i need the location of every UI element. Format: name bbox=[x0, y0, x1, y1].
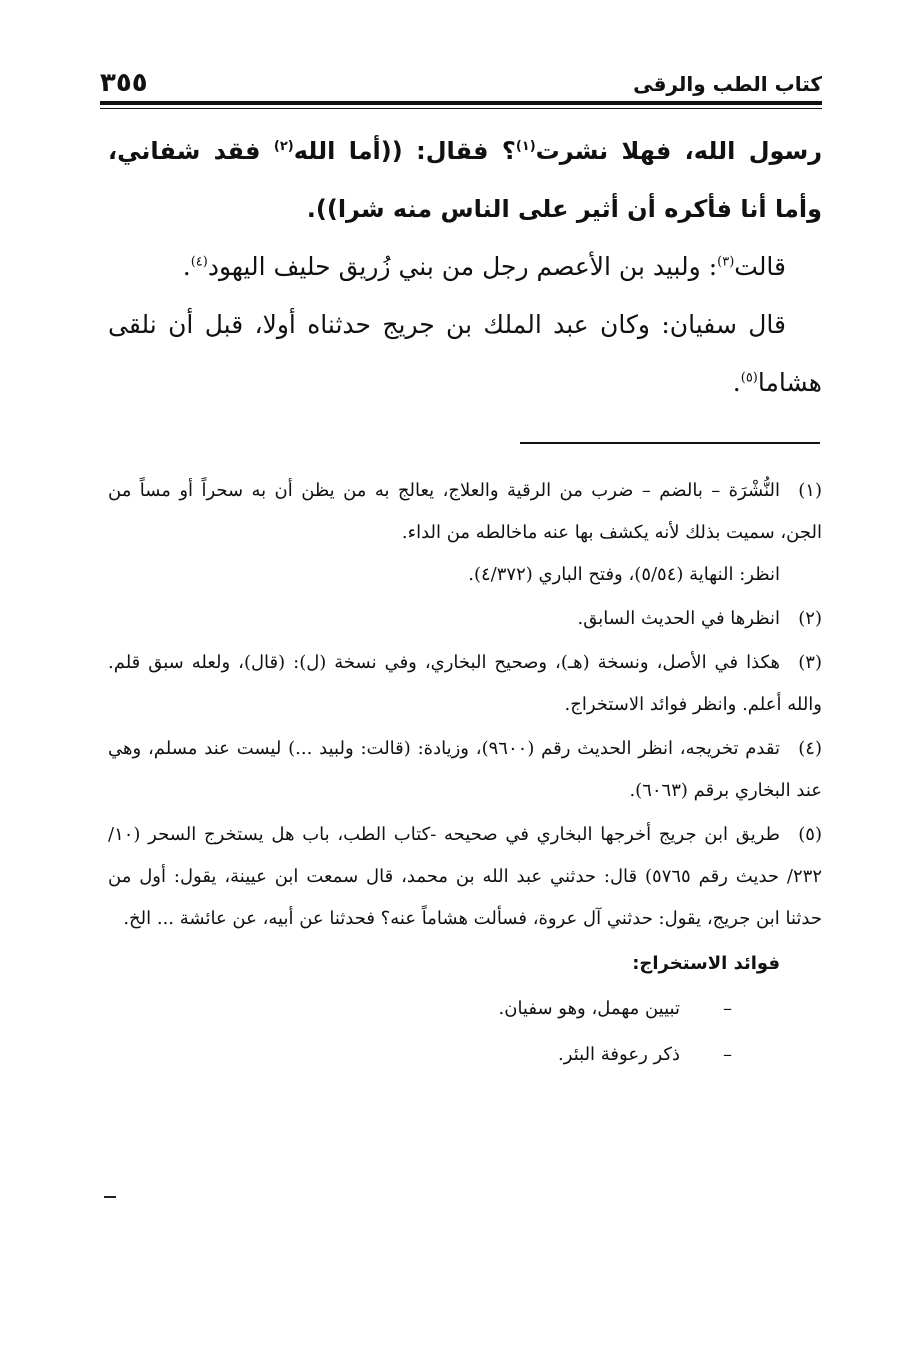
footnote-ref: (٤) bbox=[190, 254, 208, 270]
footnote-4 bbox=[108, 728, 822, 812]
footnote-ref: (٣) bbox=[717, 254, 735, 270]
text-run: قالت bbox=[734, 252, 786, 281]
benefits-heading: فوائد الاستخراج: bbox=[632, 953, 780, 974]
footnote-number: (٥) bbox=[798, 824, 822, 845]
paragraph-hadith bbox=[108, 122, 822, 238]
footnote-ref: (٥) bbox=[740, 370, 758, 386]
benefit-text: تبيين مهمل، وهو سفيان. bbox=[498, 998, 680, 1019]
benefit-text: ذكر رعوفة البئر. bbox=[558, 1044, 680, 1065]
text-run: فقد شفاني، وأما أنا فأكره أن أثير على الناس منه شرا)). bbox=[108, 137, 822, 223]
footnote-ref: (١) bbox=[515, 139, 536, 154]
main-text bbox=[108, 122, 822, 412]
text-run: . bbox=[182, 252, 191, 281]
page-number: ٣٥٥ bbox=[100, 68, 148, 98]
running-title: كتاب الطب والرقى bbox=[633, 72, 822, 96]
footnote-text: هكذا في الأصل، ونسخة (هـ)، وصحيح البخاري، وفي نسخة (ل): (قال)، ولعله سبق قلم. والله أعلم. وانظر فوائد الاستخراج. bbox=[108, 652, 822, 715]
footnotes bbox=[108, 470, 822, 1078]
footnote-number: (٤) bbox=[798, 738, 822, 759]
text-run: : ولبيد بن الأعصم رجل من بني زُريق حليف اليهود bbox=[207, 252, 718, 281]
benefit-item bbox=[108, 986, 822, 1032]
footnote-text: النُّشْرَة – بالضم – ضرب من الرقية والعلاج، يعالج به من يظن أن به سحراً أو مساً من الجن، سميت بذلك لأنه يكشف بها عنه ماخالطه من الداء. bbox=[108, 480, 822, 543]
text-run: ؟ فقال: ((أما الله bbox=[293, 137, 516, 165]
dash-bullet: – bbox=[723, 998, 732, 1019]
footnote-number: (٢) bbox=[798, 608, 822, 629]
footnote-3 bbox=[108, 642, 822, 726]
page-header bbox=[100, 68, 822, 102]
footnote-5 bbox=[108, 814, 822, 940]
scan-mark bbox=[104, 1196, 116, 1198]
footnote-text: تقدم تخريجه، انظر الحديث رقم (٩٦٠٠)، وزيادة: (قالت: ولبيد ...) ليست عند مسلم، وهي عند البخاري برقم (٦٠٦٣). bbox=[108, 738, 822, 801]
footnote-2 bbox=[108, 598, 822, 640]
paragraph-qalat bbox=[108, 238, 822, 296]
header-rule-thin bbox=[100, 108, 822, 109]
footnote-number: (٣) bbox=[798, 652, 822, 673]
paragraph-sufyan bbox=[108, 296, 822, 412]
benefit-item bbox=[108, 1032, 822, 1078]
text-run: قال سفيان: وكان عبد الملك بن جريج حدثناه أولا، قبل أن نلقى هشاما bbox=[108, 310, 822, 397]
dash-bullet: – bbox=[723, 1044, 732, 1065]
footnote-text: طريق ابن جريج أخرجها البخاري في صحيحه -كتاب الطب، باب هل يستخرج السحر (١٠/ ٢٣٢/ حديث رقم ٥٧٦٥) قال: حدثني عبد الله بن محمد، قال سمعت ابن عيينة، يقول: أول من حدثنا ابن جريج، يقول: حدثني آل عروة، فسألت هشاماً عنه؟ فحدثنا عن أبيه، عن عائشة ... الخ. bbox=[108, 824, 822, 929]
header-rule-thick bbox=[100, 101, 822, 105]
footnote-1 bbox=[108, 470, 822, 596]
footnote-separator bbox=[520, 442, 820, 444]
footnote-ref: (٢) bbox=[273, 139, 294, 154]
footnote-text: انظرها في الحديث السابق. bbox=[577, 608, 780, 629]
text-run: . bbox=[732, 368, 741, 397]
text-run: رسول الله، فهلا نشرت bbox=[535, 137, 823, 165]
footnote-extra: انظر: النهاية (٥/٥٤)، وفتح الباري (٤/٣٧٢). bbox=[468, 564, 780, 585]
footnote-number: (١) bbox=[798, 480, 822, 501]
